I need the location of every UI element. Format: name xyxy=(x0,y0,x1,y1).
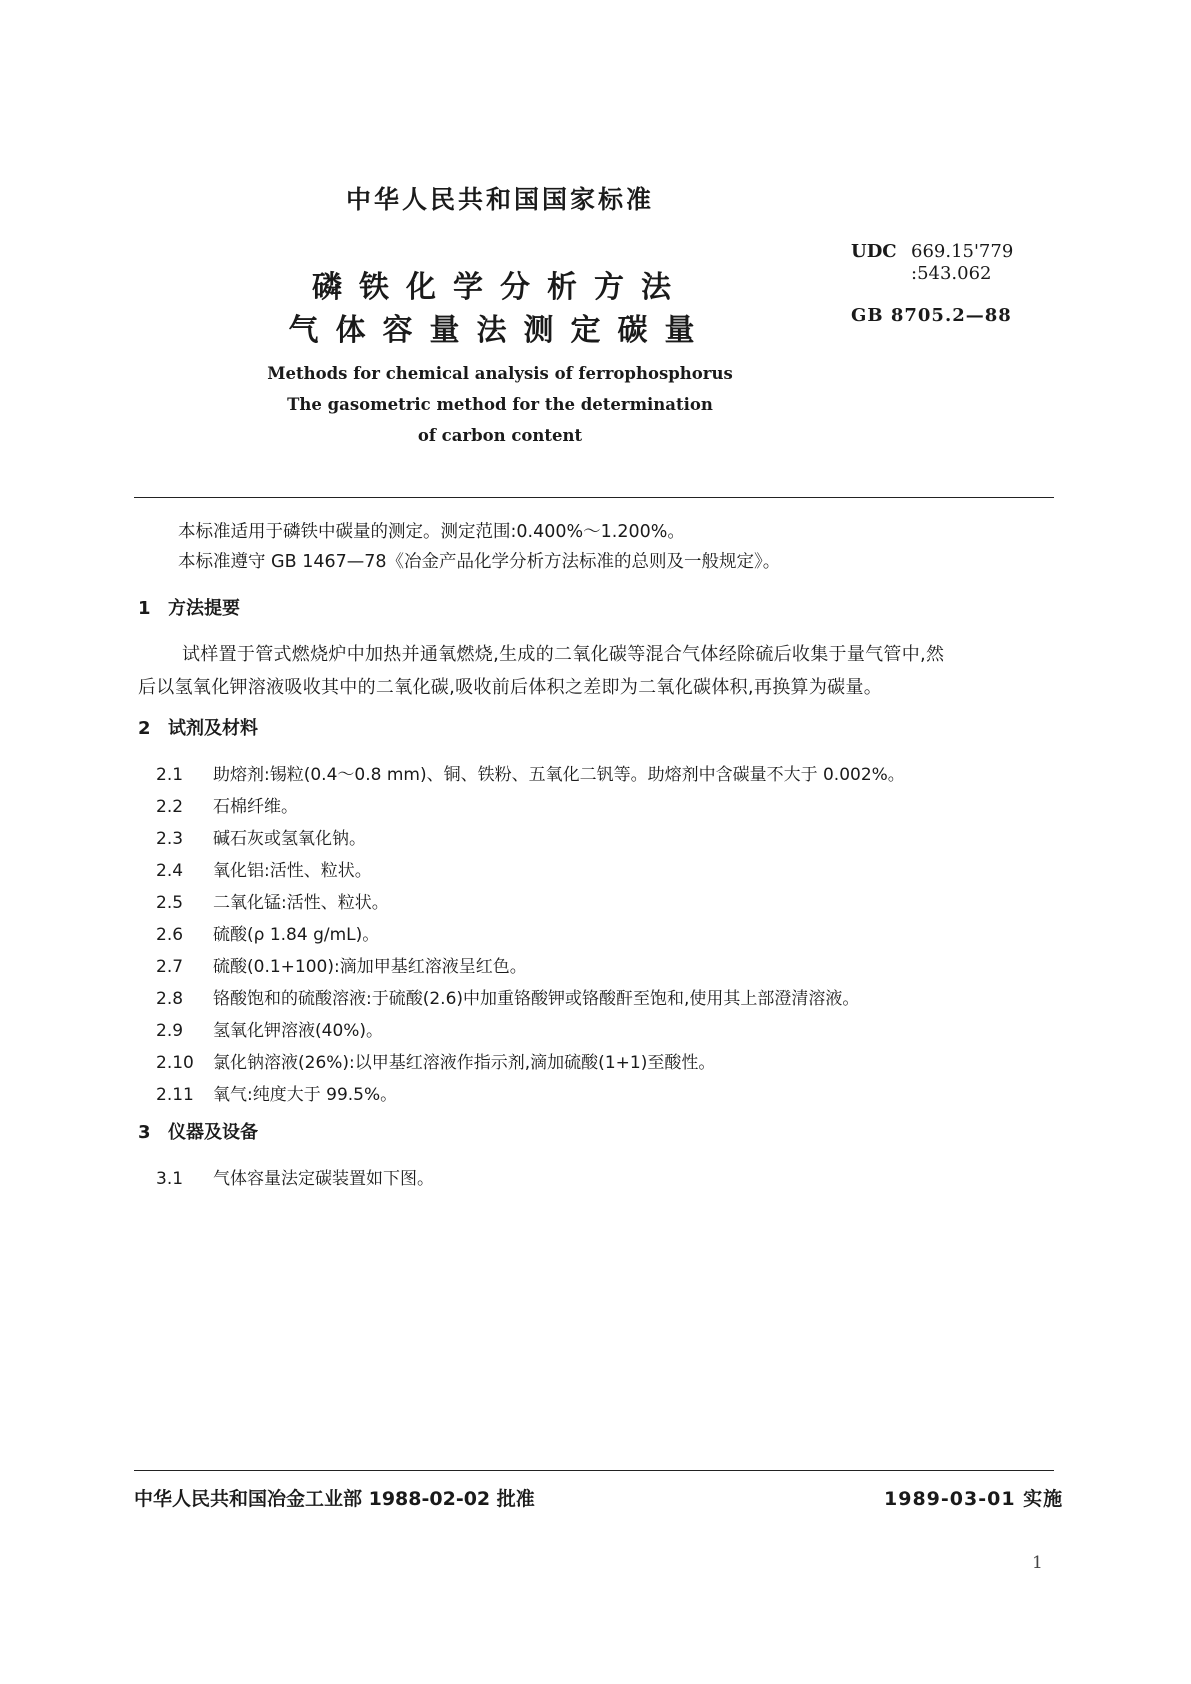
section-heading-apparatus xyxy=(138,1118,258,1144)
item-text: 氧化铝:活性、粒状。 xyxy=(213,861,372,881)
item-number: 2.2 xyxy=(156,797,184,817)
item-number: 2.9 xyxy=(156,1021,184,1041)
item-number: 2.7 xyxy=(156,957,184,977)
title-zh-line2: 气体容量法测定碳量 xyxy=(288,313,712,348)
list-item xyxy=(156,792,298,817)
list-item xyxy=(156,920,379,945)
section-number: 1 xyxy=(138,598,151,619)
intro-scope-line: 本标准适用于磷铁中碳量的测定。测定范围:0.400%～1.200%。 xyxy=(178,522,685,542)
list-item xyxy=(156,760,905,785)
title-en-line2: The gasometric method for the determination xyxy=(287,395,713,414)
footer-divider xyxy=(134,1470,1054,1471)
item-number: 2.1 xyxy=(156,765,184,785)
udc-value-continuation: :543.062 xyxy=(911,263,992,284)
list-item xyxy=(156,1080,397,1105)
item-text: 气体容量法定碳装置如下图。 xyxy=(213,1169,434,1189)
item-text: 硫酸(ρ 1.84 g/mL)。 xyxy=(213,925,380,945)
item-number: 2.6 xyxy=(156,925,184,945)
section-number: 2 xyxy=(138,718,151,739)
method-summary-line2: 后以氢氧化钾溶液吸收其中的二氧化碳,吸收前后体积之差即为二氧化碳体积,再换算为碳量。 xyxy=(138,677,883,698)
udc-value: 669.15'779 xyxy=(911,241,1014,262)
list-item xyxy=(156,856,372,881)
gb-standard-code: GB 8705.2—88 xyxy=(851,305,1012,326)
item-text: 硫酸(0.1+100):滴加甲基红溶液呈红色。 xyxy=(213,957,527,977)
udc-label: UDC xyxy=(851,241,897,262)
section-heading-method-summary xyxy=(138,594,240,620)
item-text: 氢氧化钾溶液(40%)。 xyxy=(213,1021,384,1041)
section-title: 试剂及材料 xyxy=(168,718,258,739)
item-text: 铬酸饱和的硫酸溶液:于硫酸(2.6)中加重铬酸钾或铬酸酐至饱和,使用其上部澄清溶液。 xyxy=(213,989,860,1009)
list-item xyxy=(156,888,389,913)
list-item xyxy=(156,1164,434,1189)
list-item xyxy=(156,952,527,977)
national-standard-heading: 中华人民共和国国家标准 xyxy=(345,185,654,214)
effective-date-line: 1989-03-01 实施 xyxy=(884,1488,1064,1510)
method-summary-line1: 试样置于管式燃烧炉中加热并通氧燃烧,生成的二氧化碳等混合气体经除硫后收集于量气管中,然 xyxy=(182,644,945,665)
title-zh-line1: 磷铁化学分析方法 xyxy=(312,270,688,305)
item-number: 2.4 xyxy=(156,861,184,881)
item-text: 氯化钠溶液(26%):以甲基红溶液作指示剂,滴加硫酸(1+1)至酸性。 xyxy=(213,1053,716,1073)
section-title: 方法提要 xyxy=(168,598,240,619)
intro-compliance-line: 本标准遵守 GB 1467—78《冶金产品化学分析方法标准的总则及一般规定》。 xyxy=(178,552,781,572)
page-number: 1 xyxy=(1032,1553,1043,1573)
list-item xyxy=(156,984,859,1009)
list-item xyxy=(156,1016,383,1041)
item-text: 石棉纤维。 xyxy=(213,797,298,817)
section-title: 仪器及设备 xyxy=(168,1122,258,1143)
title-en-line1: Methods for chemical analysis of ferrophosphorus xyxy=(267,364,733,383)
item-text: 二氧化锰:活性、粒状。 xyxy=(213,893,389,913)
list-item xyxy=(156,1048,715,1073)
item-text: 氧气:纯度大于 99.5%。 xyxy=(213,1085,398,1105)
item-number: 2.5 xyxy=(156,893,184,913)
item-number: 2.11 xyxy=(156,1085,194,1105)
item-number: 2.8 xyxy=(156,989,184,1009)
item-number: 2.3 xyxy=(156,829,184,849)
item-number: 2.10 xyxy=(156,1053,194,1073)
title-en-line3: of carbon content xyxy=(417,426,583,445)
item-text: 助熔剂:锡粒(0.4～0.8 mm)、铜、铁粉、五氧化二钒等。助熔剂中含碳量不大于 0.002%。 xyxy=(213,765,905,785)
item-number: 3.1 xyxy=(156,1169,184,1189)
approval-line: 中华人民共和国冶金工业部 1988-02-02 批准 xyxy=(134,1488,535,1510)
header-divider xyxy=(134,497,1054,498)
section-number: 3 xyxy=(138,1122,151,1143)
list-item xyxy=(156,824,366,849)
section-heading-reagents xyxy=(138,714,258,740)
item-text: 碱石灰或氢氧化钠。 xyxy=(213,829,366,849)
